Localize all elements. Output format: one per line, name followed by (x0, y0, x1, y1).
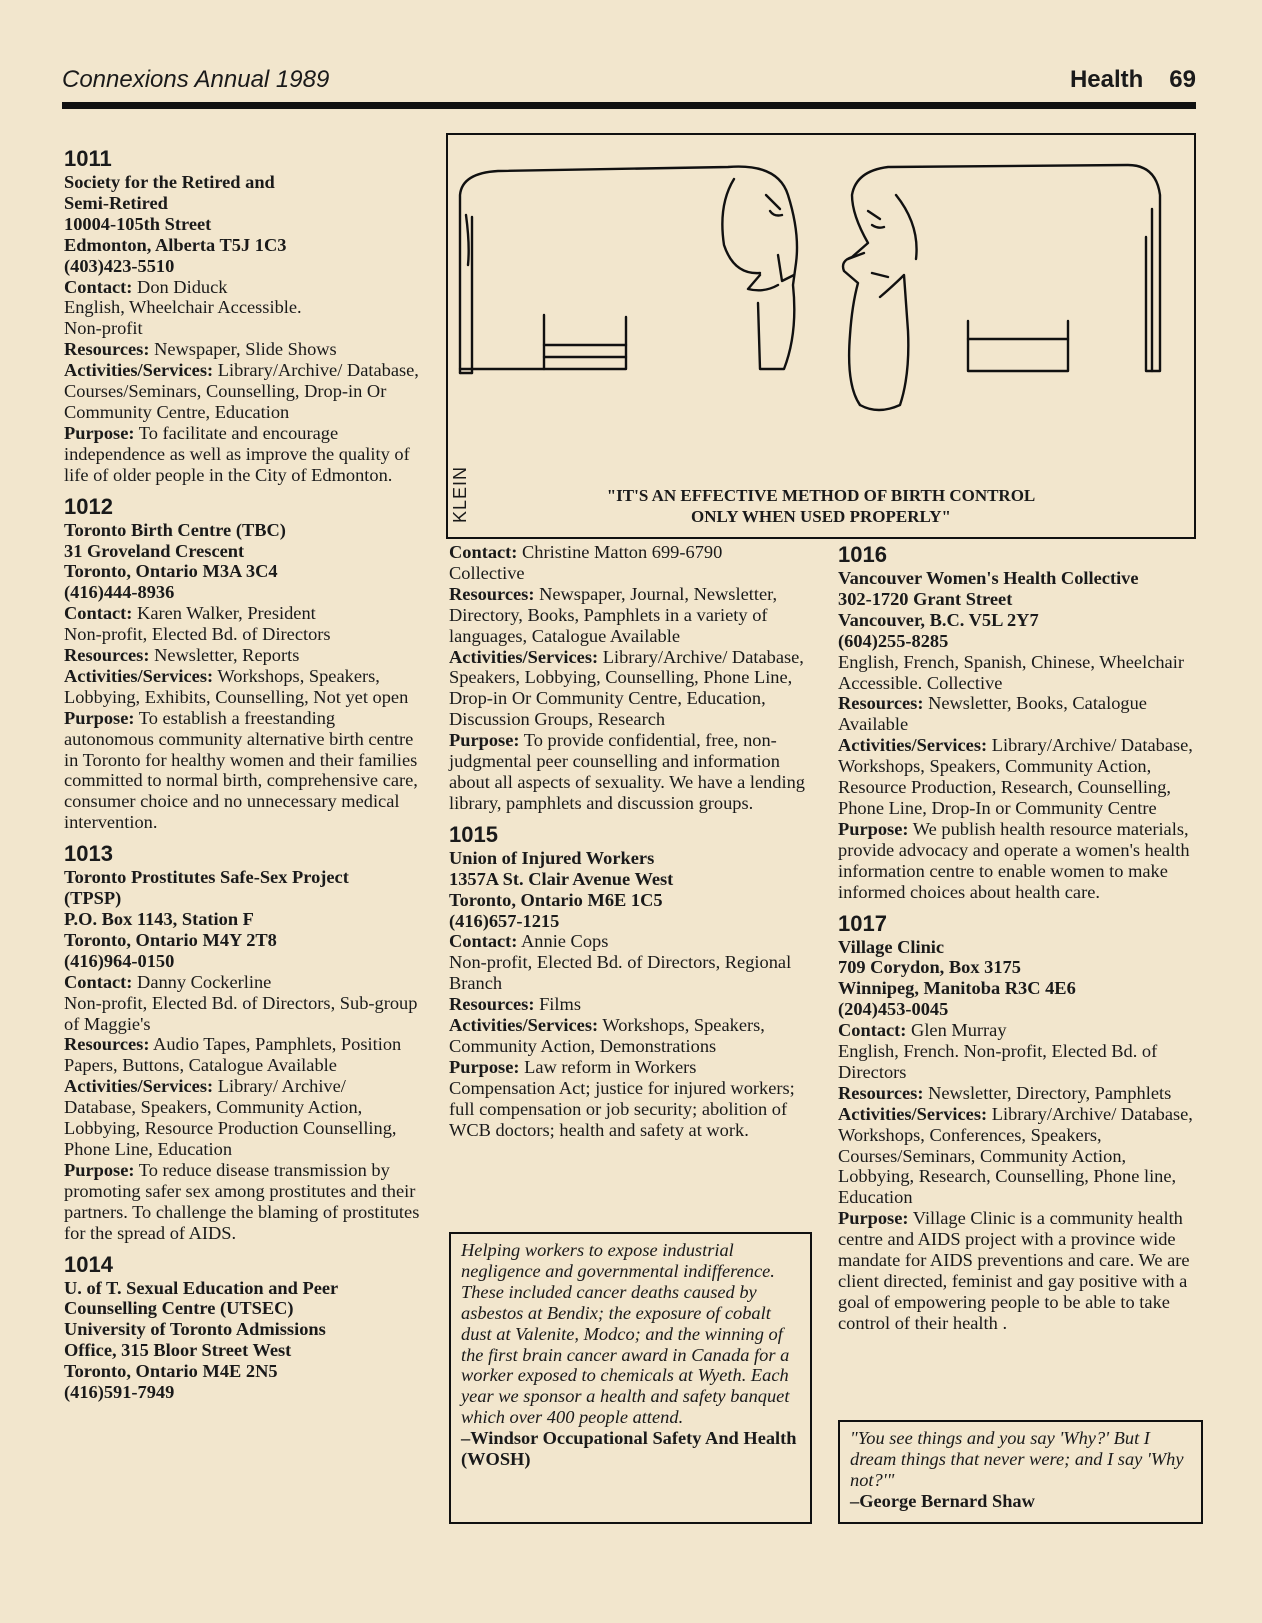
entry-number: 1014 (64, 1251, 113, 1277)
resources-line (449, 994, 805, 1015)
org-name: U. of T. Sexual Education and Peer (64, 1277, 339, 1298)
activities-value: Library/ Archive/ Database, Speakers, Community Action, Lobbying, Resource Production Counselling, Phone Line, Education (64, 1076, 397, 1159)
contact-value: Glen Murray (906, 1020, 1007, 1041)
phone: (416)444-8936 (64, 582, 175, 603)
resources-value: Audio Tapes, Pamphlets, Position Papers, Buttons, Catalogue Available (64, 1034, 402, 1076)
activities-line (449, 647, 805, 731)
entry-1013 (64, 841, 420, 1243)
page-header (62, 66, 1196, 100)
activities-label: Activities/Services: (64, 665, 214, 686)
address-line: Office, 315 Bloor Street West (64, 1340, 292, 1361)
elephant-cartoon (448, 135, 1194, 475)
purpose-line (64, 708, 420, 833)
purpose-value: Law reform in Workers Compensation Act; justice for injured workers; full compensation or job security; abolition of WCB doctors; health and safety at work. (449, 1056, 795, 1140)
purpose-value: To facilitate and encourage independence as well as improve the quality of life of older people in the City of Edmonton. (64, 422, 410, 485)
column-1 (64, 146, 420, 1411)
note-line: English, French. Non-profit, Elected Bd. of Directors (838, 1041, 1158, 1082)
activities-line (64, 360, 420, 423)
activities-label: Activities/Services: (838, 735, 988, 756)
org-name: Vancouver Women's Health Collective (838, 568, 1139, 588)
activities-line (838, 1104, 1198, 1209)
contact-label: Contact: (838, 1020, 907, 1041)
activities-value: Workshops, Speakers, Community Action, Demonstrations (449, 1015, 765, 1056)
caption-line: ONLY WHEN USED PROPERLY" (691, 507, 951, 526)
resources-line (449, 584, 805, 647)
activities-line (838, 735, 1198, 819)
purpose-label: Purpose: (449, 730, 520, 751)
contact-value: Annie Cops (517, 931, 609, 952)
resources-value: Newsletter, Reports (149, 645, 300, 666)
contact-label: Contact: (449, 931, 518, 952)
resources-label: Resources: (449, 583, 535, 604)
address-line: Toronto, Ontario M6E 1C5 (449, 889, 663, 910)
activities-value: Library/Archive/ Database, Courses/Seminars, Counselling, Drop-in Or Community Centre, Education (64, 360, 419, 422)
address-line: P.O. Box 1143, Station F (64, 909, 254, 929)
address-line: Toronto, Ontario M4Y 2T8 (64, 929, 277, 950)
entry-1011 (64, 146, 420, 486)
note-line: Non-profit, Elected Bd. of Directors, Regional Branch (449, 952, 792, 994)
note-line: Non-profit, Elected Bd. of Directors (64, 624, 331, 645)
phone: (416)591-7949 (64, 1382, 175, 1403)
resources-line (838, 693, 1198, 735)
resources-value: Newspaper, Slide Shows (149, 339, 337, 360)
purpose-label: Purpose: (838, 1208, 909, 1229)
section-header (1070, 66, 1196, 94)
resources-line (64, 339, 420, 360)
resources-label: Resources: (64, 1034, 150, 1055)
phone: (416)964-0150 (64, 950, 175, 971)
contact-value: Don Diduck (132, 276, 228, 297)
address-line: Vancouver, B.C. V5L 2Y7 (838, 609, 1039, 630)
contact-line (64, 972, 420, 993)
contact-label: Contact: (449, 542, 518, 562)
phone: (204)453-0045 (838, 999, 949, 1020)
resources-line (838, 1083, 1198, 1104)
purpose-value: We publish health resource materials, provide advocacy and operate a women's health information centre to enable women to make informed choices about health care. (838, 818, 1190, 902)
activities-value: Workshops, Speakers, Lobbying, Exhibits, Counselling, Not yet open (64, 665, 409, 707)
resources-line (64, 1034, 420, 1076)
contact-line (449, 931, 805, 952)
activities-label: Activities/Services: (838, 1103, 988, 1124)
activities-label: Activities/Services: (64, 360, 214, 381)
address-line: Toronto, Ontario M3A 3C4 (64, 561, 278, 582)
entry-1014-continued (449, 542, 805, 814)
contact-line (64, 277, 420, 298)
contact-line (449, 542, 805, 563)
purpose-line (449, 730, 805, 814)
phone: (604)255-8285 (838, 630, 949, 651)
org-name: Union of Injured Workers (449, 847, 655, 868)
entry-number: 1011 (64, 146, 112, 171)
purpose-label: Purpose: (64, 422, 135, 443)
entry-number: 1013 (64, 841, 113, 867)
org-name: (TPSP) (64, 888, 122, 909)
org-name: Toronto Prostitutes Safe-Sex Project (64, 867, 349, 888)
purpose-label: Purpose: (64, 707, 135, 728)
shaw-quote-text: "You see things and you say 'Why?' But I dream things that never were; and I say 'Why not?'" (850, 1428, 1184, 1490)
entry-1012 (64, 494, 420, 834)
resources-value: Newsletter, Directory, Pamphlets (923, 1082, 1172, 1103)
resources-value: Films (534, 994, 581, 1015)
purpose-line (64, 423, 420, 486)
purpose-line (64, 1160, 420, 1244)
activities-value: Library/Archive/ Database, Speakers, Lobbying, Counselling, Phone Line, Drop-in Or Community Centre, Education, Discussion Groups, Research (449, 646, 804, 730)
resources-line (64, 645, 420, 666)
contact-label: Contact: (64, 971, 133, 992)
wosh-quote-attribution: –Windsor Occupational Safety And Health (WOSH) (461, 1428, 797, 1470)
resources-value: Newsletter, Books, Catalogue Available (838, 693, 1147, 735)
contact-line (64, 603, 420, 624)
resources-label: Resources: (838, 693, 924, 714)
resources-value: Newspaper, Journal, Newsletter, Directory, Books, Pamphlets in a variety of languages, Catalogue Available (449, 583, 778, 646)
org-name: Toronto Birth Centre (TBC) (64, 519, 286, 540)
note-line: English, Wheelchair Accessible. (64, 297, 302, 318)
purpose-label: Purpose: (64, 1159, 135, 1180)
activities-line (449, 1015, 805, 1057)
purpose-label: Purpose: (449, 1056, 520, 1077)
contact-label: Contact: (64, 276, 133, 297)
cartoon-caption (448, 485, 1194, 527)
entry-number: 1017 (838, 910, 887, 936)
contact-line (838, 1020, 1198, 1041)
activities-label: Activities/Services: (449, 646, 599, 667)
resources-label: Resources: (64, 339, 150, 360)
section-title: Health (1069, 66, 1144, 93)
address-line: University of Toronto Admissions (64, 1319, 326, 1340)
caption-line: "IT'S AN EFFECTIVE METHOD OF BIRTH CONTROL (606, 486, 1036, 505)
address-line: 31 Groveland Crescent (64, 540, 245, 561)
purpose-value: To establish a freestanding autonomous community alternative birth centre in Toronto for healthy women and their families committed to normal birth, comprehensive care, consumer choice and no unnecessary medical intervention. (64, 707, 418, 833)
column-3 (838, 542, 1198, 1342)
purpose-line (838, 819, 1198, 903)
address-line: 709 Corydon, Box 3175 (838, 957, 1021, 978)
page-number: 69 (1169, 66, 1196, 93)
entry-number: 1015 (449, 821, 498, 847)
address-line: 10004-105th Street (64, 213, 212, 234)
purpose-line (838, 1208, 1198, 1333)
note-line: Non-profit, Elected Bd. of Directors, Sub-group of Maggie's (64, 992, 418, 1034)
cartoon-box (446, 133, 1196, 539)
entry-1016 (838, 542, 1198, 903)
purpose-value: To provide confidential, free, non-judgmental peer counselling and information about all aspects of sexuality. We have a lending library, pamphlets and discussion groups. (449, 730, 806, 813)
resources-label: Resources: (449, 994, 535, 1015)
contact-label: Contact: (64, 603, 133, 624)
note-line: Collective (449, 562, 525, 583)
activities-line (64, 666, 420, 708)
entry-1014 (64, 1252, 420, 1403)
activities-value: Library/Archive/ Database, Workshops, Conferences, Speakers, Courses/Seminars, Community Action, Lobbying, Research, Counselling, Phone line, Education (838, 1103, 1193, 1208)
address-line: Winnipeg, Manitoba R3C 4E6 (838, 978, 1076, 999)
artist-signature: KLEIN (450, 465, 470, 523)
entry-number: 1016 (838, 542, 887, 567)
org-name: Counselling Centre (UTSEC) (64, 1298, 294, 1319)
resources-label: Resources: (838, 1082, 924, 1103)
shaw-quote-attribution: –George Bernard Shaw (850, 1490, 1035, 1511)
header-rule (62, 102, 1196, 109)
contact-value: Danny Cockerline (132, 971, 272, 992)
org-name: Village Clinic (838, 936, 945, 957)
activities-label: Activities/Services: (64, 1076, 214, 1097)
purpose-label: Purpose: (838, 818, 909, 839)
purpose-line (449, 1057, 805, 1141)
phone: (416)657-1215 (449, 910, 560, 931)
entry-1017 (838, 911, 1198, 1334)
contact-value: Karen Walker, President (132, 603, 316, 624)
activities-value: Library/Archive/ Database, Workshops, Speakers, Community Action, Resource Production, Research, Counselling, Phone Line, Drop-In or Community Centre (838, 735, 1193, 818)
address-line: Edmonton, Alberta T5J 1C3 (64, 234, 287, 255)
purpose-value: To reduce disease transmission by promoting safer sex among prostitutes and their partners. To challenge the blaming of prostitutes for the spread of AIDS. (64, 1159, 420, 1243)
wosh-quote-text: Helping workers to expose industrial negligence and governmental indifference. These included cancer deaths caused by asbestos at Bendix; the exposure of cobalt dust at Valenite, Modco; and the winning of the first brain cancer award in Canada for a worker exposed to chemicals at Wyeth. Each year we sponsor a health and safety banquet which over 400 people attend. (461, 1240, 790, 1428)
entry-1015 (449, 822, 805, 1141)
address-line: 1357A St. Clair Avenue West (449, 868, 674, 889)
note-line: English, French, Spanish, Chinese, Wheelchair Accessible. Collective (838, 651, 1184, 693)
note-line: Non-profit (64, 318, 143, 339)
address-line: 302-1720 Grant Street (838, 588, 1013, 609)
wosh-quote-box (449, 1232, 812, 1524)
org-name: Society for the Retired and (64, 172, 275, 192)
address-line: Toronto, Ontario M4E 2N5 (64, 1361, 278, 1382)
activities-line (64, 1076, 420, 1160)
publication-title: Connexions Annual 1989 (62, 66, 330, 93)
column-2 (449, 542, 805, 1148)
contact-value: Christine Matton 699-6790 (517, 542, 723, 562)
phone: (403)423-5510 (64, 255, 175, 276)
purpose-value: Village Clinic is a community health centre and AIDS project with a province wide mandate for AIDS preventions and care. We are client directed, feminist and gay positive with a goal of empowering people to be able to take control of their health . (838, 1208, 1190, 1333)
entry-number: 1012 (64, 493, 113, 519)
shaw-quote-box (838, 1420, 1203, 1524)
activities-label: Activities/Services: (449, 1015, 599, 1036)
resources-label: Resources: (64, 645, 150, 666)
org-name: Semi-Retired (64, 192, 168, 213)
